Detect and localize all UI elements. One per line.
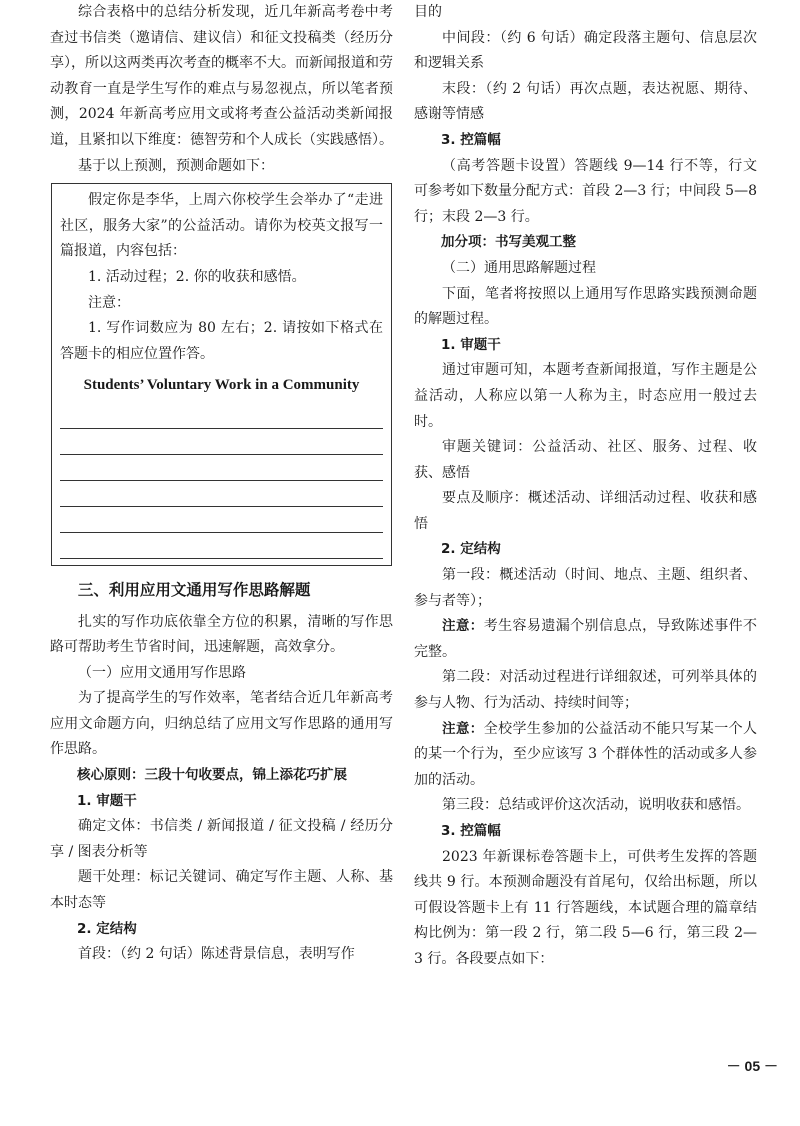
step-heading-3: 3. 控篇幅 [441, 131, 501, 148]
right-paragraph-10: 第二段：对活动过程进行详细叙述，可列举具体的参与人物、行为活动、持续时间等； [414, 669, 757, 712]
right-paragraph-11: 第三段：总结或评价这次活动，说明收获和感悟。 [442, 797, 750, 814]
left-column [50, 0, 393, 968]
left-paragraph-4: 为了提高学生的写作效率，笔者结合近几年新高考应用文命题方向，归纳总结了应用文写作思路的通用写作思路。 [50, 690, 393, 758]
right-paragraph-3: 末段：（约 2 句话）再次点题，表达祝愿、期待、感谢等情感 [414, 80, 757, 123]
answer-line [60, 403, 383, 429]
subsection-title-1: （一）应用文通用写作思路 [78, 664, 246, 681]
answer-line [60, 507, 383, 533]
answer-line [60, 481, 383, 507]
right-paragraph-12: 2023 年新课标卷答题卡上，可供考生发挥的答题线共 9 行。本预测命题没有首尾句，仅给出标题，所以可假设答题卡上有 11 行答题线，本试题合理的篇章结构比例为：第一段 2 行，第二段 5—6 行，第三段 2—3 行。各段要点如下： [414, 848, 757, 967]
subsection-title-2: （二）通用思路解题过程 [442, 259, 596, 276]
answer-line [60, 455, 383, 481]
right-paragraph-9: 第一段：概述活动（时间、地点、主题、组织者、参与者等）； [414, 567, 757, 609]
step-heading-2: 2. 定结构 [77, 920, 137, 937]
prompt-requirements: 1. 活动过程；2. 你的收获和感悟。 [88, 268, 306, 285]
left-paragraph-1: 综合表格中的总结分析发现，近几年新高考卷中考查过书信类（邀请信、建议信）和征文投稿类（经历分享），所以这两类再次考查的概率不大。而新闻报道和劳动教育一直是学生写作的难点与易忽视点，所以笔者预测，2024 年新高考应用文或将考查公益活动类新闻报道，且紧扣以下维度：德智劳和个人成长（实践感悟）。 [50, 4, 393, 148]
essay-title: Students’ Voluntary Work in a Community [83, 377, 360, 394]
prompt-note-label: 注意： [88, 294, 130, 311]
solve-heading-1: 1. 审题干 [441, 336, 501, 353]
answer-lines [60, 403, 383, 559]
bonus-point: 加分项：书写美观工整 [441, 234, 576, 251]
answer-line [60, 429, 383, 455]
left-paragraph-5: 确定文体：书信类 / 新闻报道 / 征文投稿 / 经历分享 / 图表分析等 [50, 818, 393, 860]
note-1 [414, 614, 757, 665]
right-paragraph-7: 审题关键词：公益活动、社区、服务、过程、收获、感悟 [414, 439, 757, 481]
solve-heading-3: 3. 控篇幅 [441, 823, 501, 839]
right-paragraph-4: （高考答题卡设置）答题线 9—14 行不等，行文可参考如下数量分配方式：首段 2—3 行；中间段 5—8 行；末段 2—3 行。 [414, 157, 757, 225]
section-title: 三、利用应用文通用写作思路解题 [77, 580, 311, 599]
right-paragraph-5: 下面，笔者将按照以上通用写作思路实践预测命题的解题过程。 [414, 285, 757, 328]
prompt-box [51, 183, 392, 566]
prompt-text: 假定你是李华，上周六你校学生会举办了“走进社区，服务大家”的公益活动。请你为校英文报写一篇报道，内容包括： [60, 192, 383, 260]
left-paragraph-7: 首段：（约 2 句话）陈述背景信息，表明写作 [78, 946, 355, 963]
note-1-text: 考生容易遗漏个别信息点，导致陈述事件不完整。 [414, 618, 758, 660]
left-paragraph-6: 题干处理：标记关键词、确定写作主题、人称、基本时态等 [50, 869, 393, 912]
note-2-label: 注意： [442, 720, 484, 737]
page-number: － 05 － [726, 1058, 778, 1074]
core-principle: 核心原则：三段十句收要点，锦上添花巧扩展 [77, 767, 347, 784]
right-paragraph-8: 要点及顺序：概述活动、详细活动过程、收获和感悟 [414, 490, 757, 532]
prompt-note: 1. 写作词数应为 80 左右；2. 请按如下格式在答题卡的相应位置作答。 [60, 320, 383, 362]
note-2-text: 全校学生参加的公益活动不能只写某一个人的某一个行为，至少应该写 3 个群体性的活动或多人参加的活动。 [414, 720, 758, 788]
answer-line [60, 533, 383, 559]
right-paragraph-2: 中间段：（约 6 句话）确定段落主题句、信息层次和逻辑关系 [414, 29, 757, 72]
note-1-label: 注意： [442, 618, 484, 635]
right-paragraph-6: 通过审题可知，本题考查新闻报道，写作主题是公益活动，人称应以第一人称为主，时态应用一般过去时。 [414, 362, 757, 430]
right-paragraph-1: 目的 [414, 4, 442, 20]
step-heading-1: 1. 审题干 [77, 792, 137, 809]
left-paragraph-3: 扎实的写作功底依靠全方位的积累，清晰的写作思路可帮助考生节省时间，迅速解题，高效拿分。 [50, 613, 393, 656]
right-column [414, 0, 757, 973]
note-2 [414, 717, 757, 794]
left-paragraph-2: 基于以上预测，预测命题如下： [78, 157, 274, 174]
solve-heading-2: 2. 定结构 [441, 541, 501, 558]
